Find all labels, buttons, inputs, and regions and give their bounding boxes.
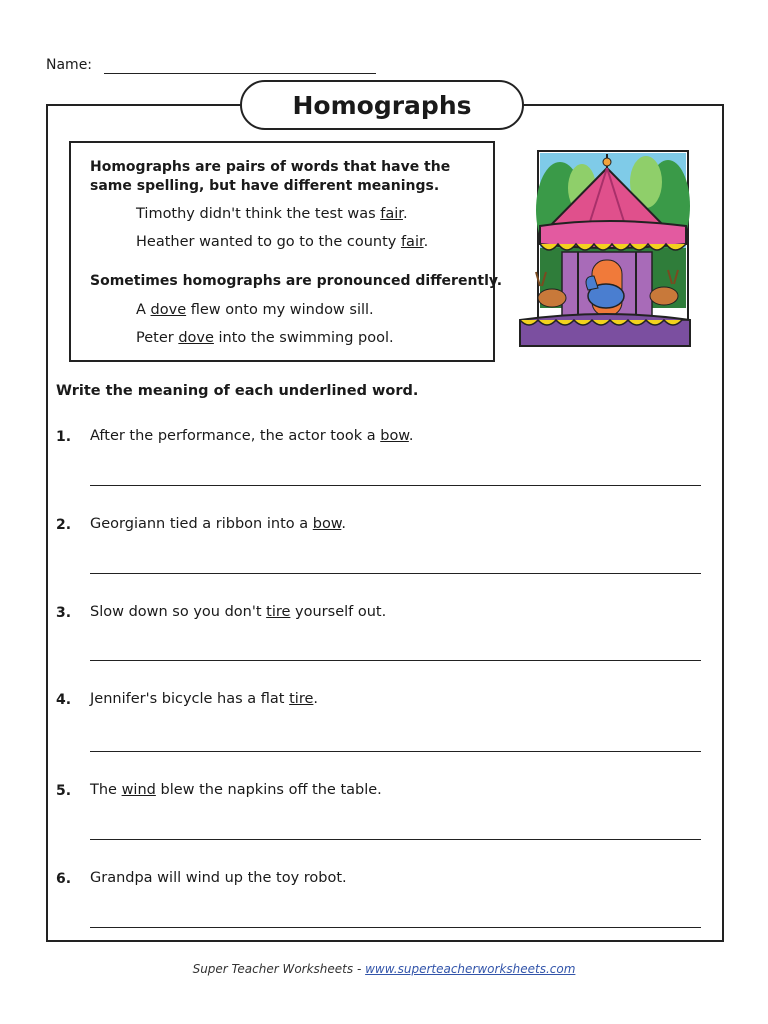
question-2: Georgiann tied a ribbon into a bow.: [90, 516, 346, 532]
example-sentence-4: Peter dove into the swimming pool.: [136, 330, 394, 346]
answer-line-2[interactable]: [90, 573, 701, 574]
question-1: After the performance, the actor took a bow.: [90, 428, 414, 444]
question-6: Grandpa will wind up the toy robot.: [90, 870, 347, 886]
name-field[interactable]: [104, 73, 376, 74]
underlined-word: tire: [266, 604, 291, 620]
underlined-word: bow: [380, 428, 409, 444]
page-title: Homographs: [240, 80, 524, 130]
underlined-word: dove: [178, 330, 214, 346]
footer-link[interactable]: www.superteacherworksheets.com: [365, 962, 576, 976]
carousel-illustration: [518, 148, 692, 348]
answer-line-5[interactable]: [90, 839, 701, 840]
question-number: 1.: [56, 429, 72, 445]
question-number: 5.: [56, 783, 72, 799]
answer-line-3[interactable]: [90, 660, 701, 661]
footer-brand: Super Teacher Worksheets: [192, 962, 354, 976]
definition-line-1: Homographs are pairs of words that have the: [90, 159, 451, 175]
question-number: 6.: [56, 871, 72, 887]
question-number: 2.: [56, 517, 72, 533]
underlined-word: fair: [400, 234, 424, 250]
question-3: Slow down so you don't tire yourself out.: [90, 604, 387, 620]
example-sentence-3: A dove flew onto my window sill.: [136, 302, 374, 318]
question-5: The wind blew the napkins off the table.: [90, 782, 382, 798]
example-sentence-1: Timothy didn't think the test was fair.: [136, 206, 408, 222]
question-number: 3.: [56, 605, 72, 621]
question-number: 4.: [56, 692, 72, 708]
underlined-word: tire: [289, 691, 314, 707]
footer: Super Teacher Worksheets - www.superteacherworksheets.com: [192, 962, 576, 976]
answer-line-4[interactable]: [90, 751, 701, 752]
example-sentence-2: Heather wanted to go to the county fair.: [136, 234, 429, 250]
answer-line-6[interactable]: [90, 927, 701, 928]
question-4: Jennifer's bicycle has a flat tire.: [90, 691, 318, 707]
definition-line-2: same spelling, but have different meanings.: [90, 178, 440, 194]
pronounced-note: Sometimes homographs are pronounced differently.: [90, 273, 503, 289]
instructions: Write the meaning of each underlined word.: [56, 383, 419, 399]
underlined-word: bow: [312, 516, 342, 532]
underlined-word: dove: [150, 302, 187, 318]
underlined-word: fair: [380, 206, 403, 222]
answer-line-1[interactable]: [90, 485, 701, 486]
underlined-word: wind: [121, 782, 156, 798]
name-label: Name:: [46, 57, 93, 73]
